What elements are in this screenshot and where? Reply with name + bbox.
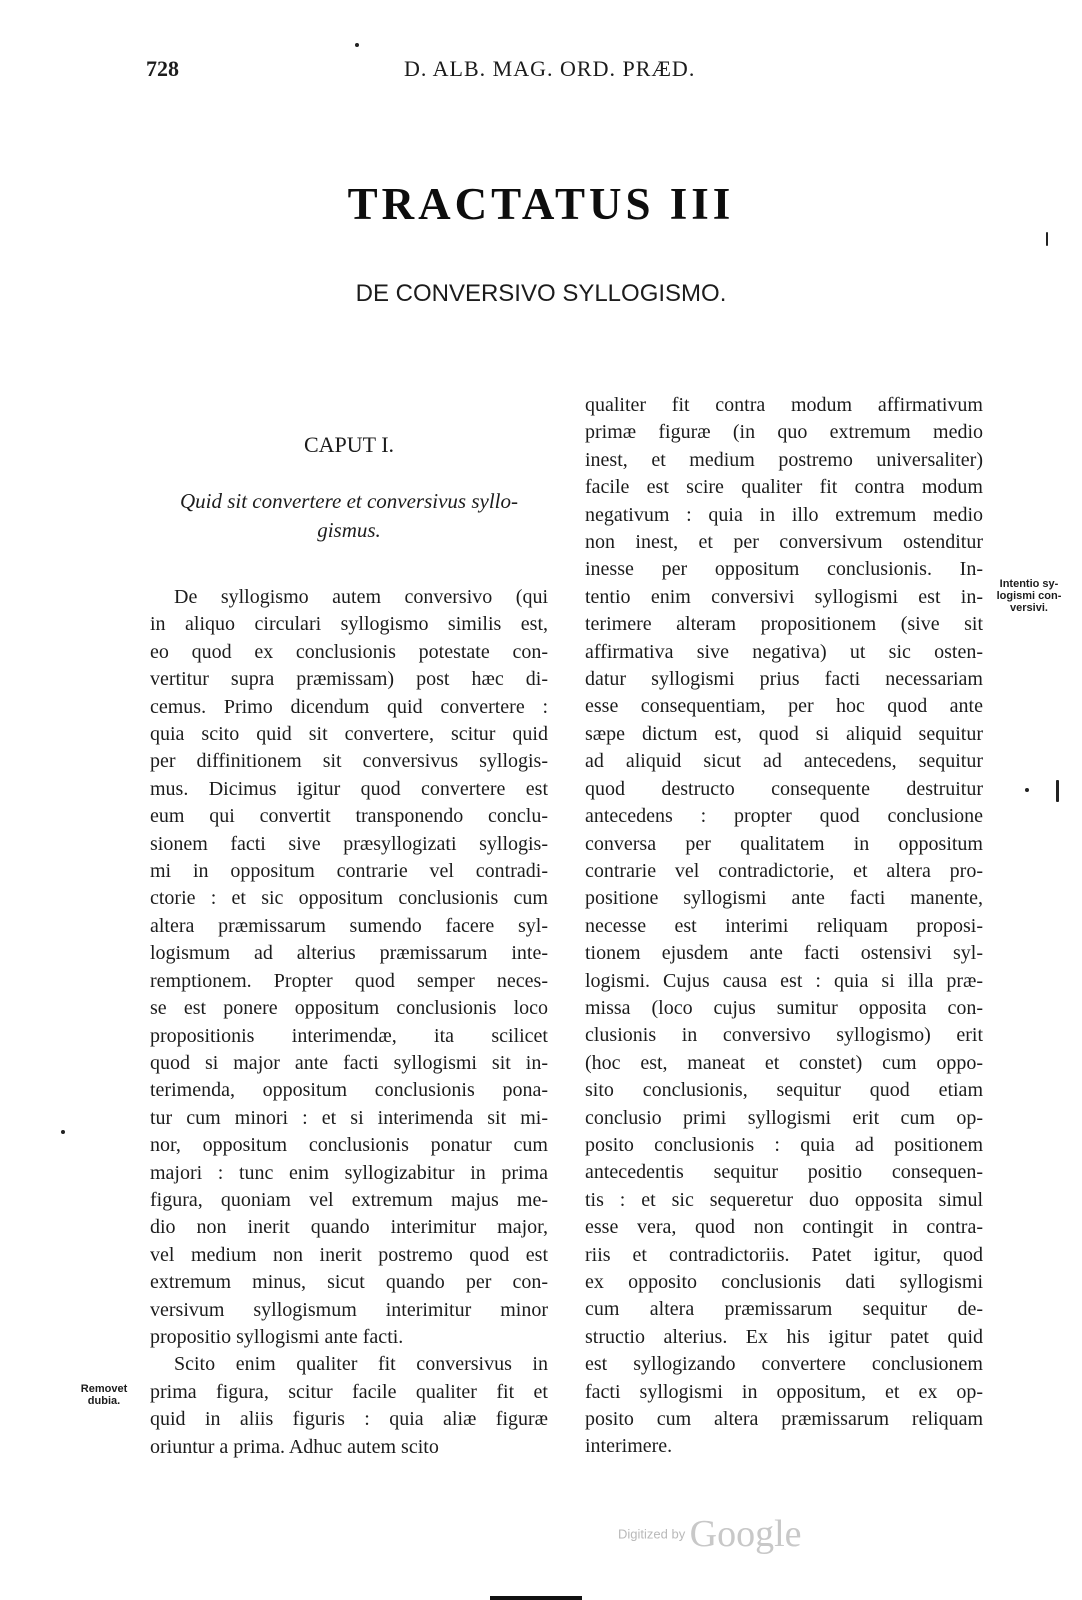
text-line: posito conclusionis : quia ad positionem bbox=[585, 1133, 983, 1156]
text-line: terimere alteram propositionem (sive sit bbox=[585, 613, 983, 636]
google-watermark bbox=[618, 1512, 802, 1556]
text-line: ex opposito conclusionis dati syllogismi bbox=[585, 1271, 983, 1293]
text-line: clusionis in conversivo syllogismo) erit bbox=[585, 1024, 983, 1047]
text-line: De syllogismo autem conversivo (qui bbox=[174, 586, 548, 608]
text-line: contrarie vel contradictorie, et altera pro- bbox=[585, 859, 983, 882]
text-line: inesse per oppositum conclusionis. In- bbox=[585, 558, 983, 581]
text-line: datur syllogismi prius facti necessariam bbox=[585, 668, 983, 691]
side-note-line: versivi. bbox=[1010, 602, 1048, 614]
text-line: se est ponere oppositum conclusionis loco bbox=[150, 997, 548, 1020]
text-line: cum altera præmissarum sequitur de- bbox=[585, 1298, 983, 1321]
text-line: facti syllogismi in oppositum, et ex op- bbox=[585, 1380, 983, 1403]
ink-speck bbox=[355, 43, 359, 47]
text-line: extremum minus, sicut quando per con- bbox=[150, 1271, 548, 1294]
text-line: ctorie : et sic oppositum conclusionis cum bbox=[150, 887, 548, 910]
running-head: D. ALB. MAG. ORD. PRÆD. bbox=[404, 56, 696, 81]
text-line: logismi. Cujus causa est : quia si illa præ- bbox=[585, 969, 983, 992]
text-line: facile est scire qualiter fit contra modum bbox=[585, 476, 983, 499]
text-line: interimere. bbox=[585, 1435, 673, 1458]
side-note-line: dubia. bbox=[87, 1395, 121, 1407]
chapter-summary-line: gismus. bbox=[317, 518, 381, 542]
text-line: sito conclusionis, sequitur quod etiam bbox=[585, 1079, 983, 1102]
text-line: versivum syllogismum interimitur minor bbox=[150, 1298, 548, 1321]
text-line: necesse est interimi reliquam proposi- bbox=[585, 914, 983, 937]
text-line: posito cum altera præmissarum reliquam bbox=[585, 1408, 983, 1431]
text-line: non inest, et per conversivum ostenditur bbox=[585, 531, 983, 554]
text-line: affirmativa sive negativa) ut sic osten- bbox=[585, 640, 983, 663]
text-line: mus. Dicimus igitur quod convertere est bbox=[150, 777, 548, 800]
text-line: majori : tunc enim syllogizabitur in prima bbox=[150, 1161, 548, 1184]
text-line: terimenda, oppositum conclusionis pona- bbox=[150, 1079, 548, 1102]
text-line: altera præmissarum sumendo facere syl- bbox=[150, 914, 548, 937]
text-line: nor, oppositum conclusionis ponatur cum bbox=[150, 1134, 548, 1157]
text-line: in aliquo circulari syllogismo similis est, bbox=[150, 613, 548, 636]
text-line: conclusio primi syllogismi erit cum op- bbox=[585, 1106, 983, 1129]
text-line: missa (loco cujus sumitur opposita con- bbox=[585, 996, 983, 1019]
ink-speck bbox=[1025, 788, 1029, 792]
chapter-summary bbox=[150, 487, 548, 545]
text-line: per diffinitionem sit conversivus syllogis- bbox=[150, 750, 548, 773]
text-line: tis : et sic sequeretur duo opposita simul bbox=[585, 1188, 983, 1211]
text-line: propositio syllogismi ante facti. bbox=[150, 1325, 404, 1348]
text-line: (hoc est, maneat et constet) cum oppo- bbox=[585, 1051, 983, 1074]
tractatus-title: TRACTATUS III bbox=[347, 179, 735, 229]
page-number: 728 bbox=[146, 56, 179, 81]
text-line: remptionem. Propter quod semper neces- bbox=[150, 969, 548, 992]
text-line: riis et contradictoriis. Patet igitur, quod bbox=[585, 1243, 983, 1266]
text-line: prima figura, scitur facile qualiter fit et bbox=[150, 1380, 548, 1403]
tractatus-subtitle: DE CONVERSIVO SYLLOGISMO. bbox=[355, 280, 727, 307]
side-note-removet-dubia bbox=[68, 1383, 140, 1407]
text-line: inest, et medium postremo universaliter) bbox=[585, 448, 983, 471]
side-note-line: Intentio sy- bbox=[999, 578, 1059, 590]
text-line: logismum ad alterius præmissarum inte- bbox=[150, 942, 548, 965]
text-line: tentio enim conversivi syllogismi est in- bbox=[585, 585, 983, 608]
text-line: vertitur supra præmissam) post hæc di- bbox=[150, 668, 548, 691]
text-line: conversa per qualitatem in oppositum bbox=[585, 832, 983, 855]
text-line: cemus. Primo dicendum quid convertere : bbox=[150, 695, 548, 718]
ink-speck bbox=[1056, 780, 1059, 802]
ink-speck bbox=[61, 1130, 65, 1134]
text-line: quod si major ante facti syllogismi sit in- bbox=[150, 1051, 548, 1074]
text-line: tionem ejusdem ante facti ostensivi syl- bbox=[585, 942, 983, 965]
left-column bbox=[150, 584, 548, 1461]
side-note-line: Removet bbox=[80, 1383, 128, 1395]
watermark-brand: Google bbox=[689, 1513, 802, 1555]
text-line: sæpe dictum est, quod si aliquid sequitur bbox=[585, 722, 983, 745]
text-line: dio non inerit quando interimitur major, bbox=[150, 1216, 548, 1239]
text-line: tur cum minori : et si interimenda sit mi- bbox=[150, 1106, 548, 1129]
text-line: vel medium non inerit postremo quod est bbox=[150, 1243, 548, 1266]
text-line: positione syllogismi ante facti manente, bbox=[585, 887, 983, 910]
text-line: propositionis interimendæ, ita scilicet bbox=[150, 1024, 548, 1047]
side-note-intentio bbox=[986, 578, 1072, 614]
text-line: quia scito quid sit convertere, scitur quid bbox=[150, 723, 548, 746]
text-line: antecedens : propter quod conclusione bbox=[585, 805, 983, 828]
text-line: mi in oppositum contrarie vel contradi- bbox=[150, 860, 548, 883]
watermark-prefix: Digitized by bbox=[618, 1526, 686, 1542]
text-line: figura, quoniam vel extremum majus me- bbox=[150, 1188, 548, 1211]
text-line: Scito enim qualiter fit conversivus in bbox=[174, 1353, 548, 1376]
text-line: primæ figuræ (in quo extremum medio bbox=[585, 421, 983, 444]
ink-speck bbox=[1046, 232, 1048, 246]
text-line: sionem facti sive præsyllogizati syllogis- bbox=[150, 832, 548, 855]
text-line: ad aliquid sicut ad antecedens, sequitur bbox=[585, 750, 983, 773]
text-line: antecedentis sequitur positio consequen- bbox=[585, 1161, 983, 1184]
text-line: eo quod ex conclusionis potestate con- bbox=[150, 640, 548, 663]
text-line: esse vera, quod non contingit in contra- bbox=[585, 1216, 983, 1239]
bottom-rule bbox=[490, 1596, 582, 1600]
text-line: qualiter fit contra modum affirmativum bbox=[585, 394, 983, 416]
text-line: quid in aliis figuris : quia aliæ figuræ bbox=[150, 1408, 548, 1431]
chapter-title: CAPUT I. bbox=[303, 432, 395, 457]
text-line: eum qui convertit transponendo conclu- bbox=[150, 805, 548, 828]
side-note-line: logismi con- bbox=[996, 590, 1062, 602]
chapter-summary-line: Quid sit convertere et conversivus syllo- bbox=[179, 489, 519, 513]
text-line: structio alterius. Ex his igitur patet quid bbox=[585, 1325, 983, 1348]
text-line: est syllogizando convertere conclusionem bbox=[585, 1353, 983, 1376]
text-line: quod destructo consequente destruitur bbox=[585, 777, 983, 800]
text-line: oriuntur a prima. Adhuc autem scito bbox=[150, 1435, 439, 1458]
right-column bbox=[585, 392, 983, 1461]
text-line: negativum : quia in illo extremum medio bbox=[585, 503, 983, 526]
text-line: esse consequentiam, per hoc quod ante bbox=[585, 695, 983, 718]
